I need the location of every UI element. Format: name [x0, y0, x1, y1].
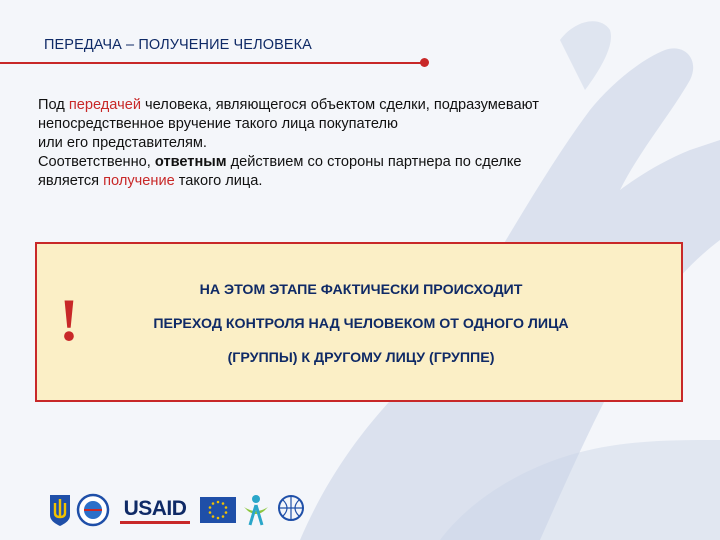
eu-flag: [200, 493, 236, 527]
callout-line-2: ПЕРЕХОД КОНТРОЛЯ НАД ЧЕЛОВЕКОМ ОТ ОДНОГО ЛИЦА: [153, 316, 569, 332]
partner-logos: [48, 490, 306, 530]
term-transfer: передачей: [68, 97, 141, 113]
ukraine-trident-emblem: [48, 493, 72, 527]
usaid-logo: USAID: [114, 493, 196, 527]
key-point-callout: [35, 242, 683, 402]
title-underline: [0, 62, 423, 64]
definition-paragraph: Под передачей человека, являющегося объектом сделки, подразумевают непосредственное вручение такого лица покупателю или его представителям. Соответственно, ответным действием со стороны партнера по сделке является получение такого лица.: [38, 97, 539, 189]
exclamation-icon: !: [59, 287, 79, 353]
page-title: ПЕРЕДАЧА – ПОЛУЧЕНИЕ ЧЕЛОВЕКА: [44, 37, 312, 53]
iom-logo: [276, 493, 306, 527]
title-underline-dot: [420, 58, 429, 67]
people-figure-logo: [240, 493, 272, 527]
partner-round-emblem: [76, 493, 110, 527]
term-reciprocal: ответным: [154, 154, 227, 170]
callout-line-1: НА ЭТОМ ЭТАПЕ ФАКТИЧЕСКИ ПРОИСХОДИТ: [199, 282, 523, 298]
callout-line-3: (ГРУППЫ) К ДРУГОМУ ЛИЦУ (ГРУППЕ): [227, 350, 495, 366]
term-receipt: получение: [103, 173, 175, 189]
